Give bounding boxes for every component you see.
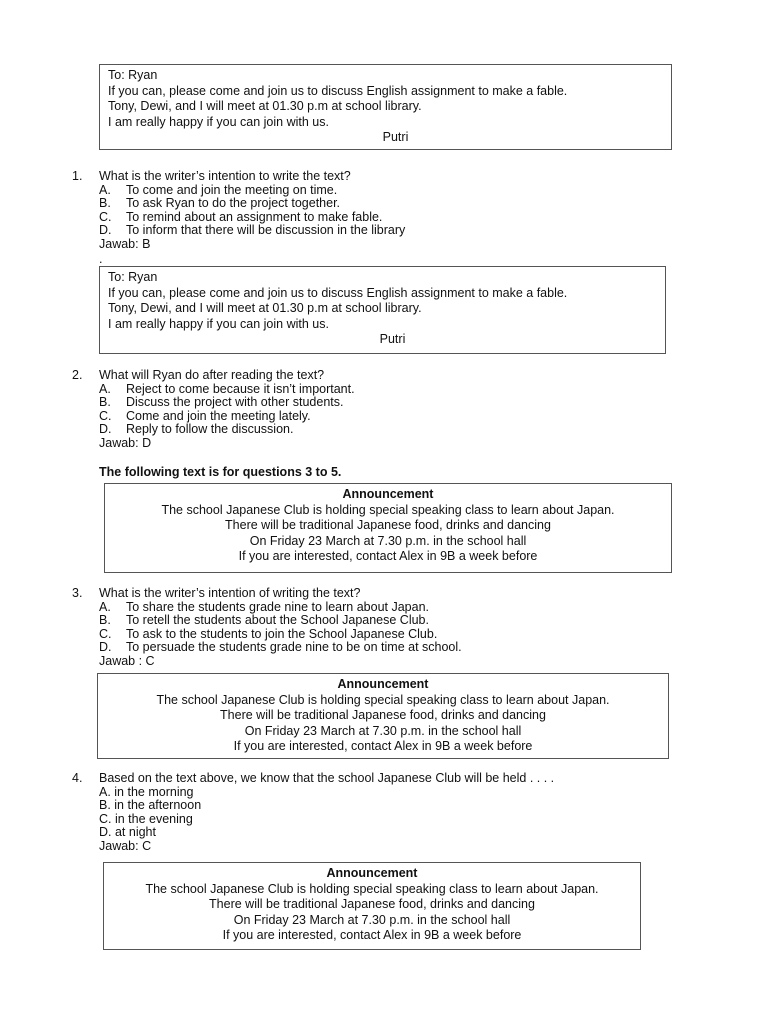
answer-key: Jawab: D [99, 435, 152, 450]
announcement-box-2 [97, 673, 669, 759]
announcement-line: There will be traditional Japanese food, drinks and dancing [225, 518, 551, 532]
question-text: What is the writer’s intention of writing the text? [99, 586, 361, 600]
announcement-line: The school Japanese Club is holding special speaking class to learn about Japan. [156, 692, 610, 707]
stray-dot: . [99, 252, 103, 266]
option-a: A. To come and join the meeting on time. [99, 182, 338, 197]
memo-line: I am really happy if you can join with us. [108, 114, 329, 129]
option-d: D. To inform that there will be discussion in the library [99, 223, 406, 238]
question-text: Based on the text above, we know that the school Japanese Club will be held . . . . [99, 771, 555, 785]
question-number: 1. [72, 169, 83, 183]
question-3 [72, 587, 672, 672]
option-a: A. Reject to come because it isn’t important. [99, 381, 355, 396]
question-text: What will Ryan do after reading the text? [99, 368, 325, 382]
announcement-line: On Friday 23 March at 7.30 p.m. in the school hall [244, 723, 522, 738]
announcement-title: Announcement [342, 487, 434, 501]
option-b: B. Discuss the project with other students. [99, 395, 344, 410]
section-heading: The following text is for questions 3 to 5. [99, 465, 342, 479]
memo-line: Tony, Dewi, and I will meet at 01.30 p.m at school library. [108, 99, 422, 113]
announcement-title: Announcement [326, 866, 418, 880]
announcement-line: On Friday 23 March at 7.30 p.m. in the school hall [249, 533, 527, 548]
announcement-box-1 [104, 483, 672, 573]
memo-line: If you can, please come and join us to discuss English assignment to make a fable. [108, 83, 568, 98]
option-c: C. To ask to the students to join the School Japanese Club. [99, 626, 438, 641]
option-c: C. in the evening [99, 811, 193, 826]
question-number: 3. [72, 586, 83, 600]
announcement-line: The school Japanese Club is holding special speaking class to learn about Japan. [161, 502, 615, 517]
memo-box-1 [99, 64, 672, 150]
option-d: D. Reply to follow the discussion. [99, 422, 294, 437]
answer-key: Jawab: C [99, 838, 152, 853]
announcement-line: If you are interested, contact Alex in 9B a week before [238, 549, 538, 563]
memo-line: To: Ryan [108, 68, 158, 82]
announcement-line: The school Japanese Club is holding special speaking class to learn about Japan. [145, 881, 599, 896]
answer-key: Jawab: B [99, 236, 151, 251]
announcement-line: If you are interested, contact Alex in 9B a week before [233, 739, 533, 753]
question-2 [72, 369, 672, 454]
announcement-line: If you are interested, contact Alex in 9B a week before [222, 928, 522, 942]
announcement-line: On Friday 23 March at 7.30 p.m. in the school hall [233, 912, 511, 927]
option-b: B. in the afternoon [99, 798, 202, 813]
question-text: What is the writer’s intention to write the text? [99, 169, 351, 183]
memo-line: If you can, please come and join us to discuss English assignment to make a fable. [108, 285, 568, 300]
question-number: 4. [72, 771, 83, 785]
option-a: A. in the morning [99, 784, 194, 799]
memo-line: To: Ryan [108, 270, 158, 284]
option-c: C. To remind about an assignment to make fable. [99, 209, 383, 224]
option-b: B. To ask Ryan to do the project together. [99, 196, 341, 211]
memo-box-2 [99, 266, 666, 354]
memo-signature: Putri [379, 332, 406, 346]
option-b: B. To retell the students about the School Japanese Club. [99, 613, 429, 628]
question-4 [72, 772, 692, 857]
announcement-line: There will be traditional Japanese food, drinks and dancing [209, 897, 535, 911]
answer-key: Jawab : C [99, 653, 155, 668]
memo-line: Tony, Dewi, and I will meet at 01.30 p.m at school library. [108, 301, 422, 315]
memo-line: I am really happy if you can join with us. [108, 316, 329, 331]
option-d: D. at night [99, 825, 156, 840]
question-1 [72, 170, 672, 255]
question-number: 2. [72, 368, 83, 382]
announcement-box-3 [103, 862, 641, 950]
announcement-line: There will be traditional Japanese food, drinks and dancing [220, 708, 546, 722]
option-a: A. To share the students grade nine to learn about Japan. [99, 599, 429, 614]
option-c: C. Come and join the meeting lately. [99, 408, 311, 423]
announcement-title: Announcement [337, 677, 429, 691]
option-d: D. To persuade the students grade nine to be on time at school. [99, 640, 462, 655]
memo-signature: Putri [382, 130, 409, 144]
